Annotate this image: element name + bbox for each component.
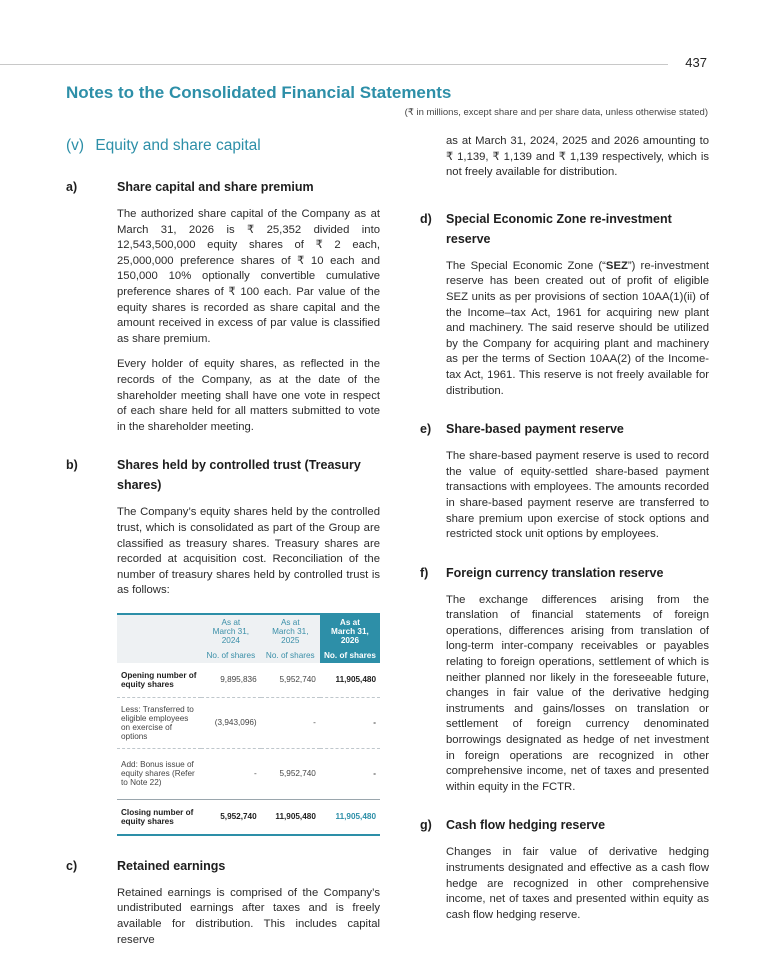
row-label: Less: Transferred to eligible employees on exercise of options <box>117 697 201 748</box>
row-label: Opening number of equity shares <box>117 663 201 698</box>
section-heading <box>66 137 380 155</box>
row-value-2026: - <box>320 748 380 799</box>
right-column <box>420 134 709 943</box>
row-value-2025: 11,905,480 <box>261 799 320 835</box>
table-header-blank <box>117 614 201 663</box>
subsection-b-paragraph-1: The Company’s equity shares held by the controlled trust, which is consolidated as part of the Group are classified as treasury shares. Treasury shares are recorded at acquisition cost. Reconciliation of the number of treasury shares held by controlled trust is as follows: <box>117 506 380 597</box>
row-label: Closing number of equity shares <box>117 799 201 835</box>
subsection-c-title: Retained earnings <box>117 858 226 873</box>
col-2026-date: March 31, 2026 <box>331 626 369 645</box>
subsection-d-paragraph-1 <box>446 259 709 399</box>
subsection-c-continuation: as at March 31, 2024, 2025 and 2026 amounting to ₹ 1,139, ₹ 1,139 and ₹ 1,139 respectively, which is not freely available for distribution. <box>446 135 709 179</box>
table-row-bonus <box>117 748 380 799</box>
subsection-f-paragraph-1: The exchange differences arising from the translation of financial statements of foreign operations, differences arising from translation of long-term inter-company receivables or payables relating to foreign operations, settlement of which is neither planned nor likely in the foreseeable future, changes in fair value of the derivative hedging instruments and gains/losses on translation or settlement of foreign currency denominated borrowings designated as hedge of net investment in foreign operations are recognized in other comprehensive income, net of taxes and presented within equity in the FCTR. <box>446 593 709 793</box>
sez-abbreviation: SEZ <box>605 259 628 272</box>
sez-text-after: ”) re-investment reserve has been created out of profit of eligible SEZ units as per provisions of section 10AA(1)(ii) of the Income–tax Act, 1961 for acquiring new plant and machinery. The said reserve should be utilized by the Company for acquiring plant and machinery as per the terms of Section 10AA(2) of the Income-tax Act, 1961. This reserve is not freely available for distribution. <box>446 259 709 397</box>
col-2024-unit: No. of shares <box>201 648 261 663</box>
subsection-d-title: Special Economic Zone re-investment reserve <box>446 211 672 246</box>
table-row-transferred <box>117 697 380 748</box>
subsection-f <box>420 563 709 796</box>
col-2024-as-at: As at <box>221 617 241 627</box>
row-value-2025: 5,952,740 <box>261 663 320 698</box>
subsection-a-title: Share capital and share premium <box>117 180 314 194</box>
subsection-a-paragraph-2: Every holder of equity shares, as reflected in the records of the Company, as at the date of the shareholder meeting shall have one vote in respect of each share held for all matters submitted to vote in the shareholder meeting. <box>117 358 380 433</box>
left-column <box>66 134 380 968</box>
subsection-g-paragraph-1: Changes in fair value of derivative hedging instruments designated and effective as a cash flow hedge are recognized in other comprehensive income, net of taxes and presented within equity as cash flow hedging reserve. <box>446 846 709 921</box>
row-value-2026: 11,905,480 <box>320 799 380 835</box>
row-value-2024: - <box>201 748 261 799</box>
subsection-c-letter: c) <box>66 858 78 873</box>
subsection-a-paragraph-1: The authorized share capital of the Company as at March 31, 2026 is ₹ 25,352 divided into 12,543,500,000 equity shares of ₹ 2 each, 25,000,000 preference shares of ₹ 10 each and 150,000 10% optionally convertible cumulative preference shares of ₹ 100 each. Par value of the equity shares is recorded as share capital and the amount received in excess of par value is classified as share premium. <box>117 208 380 345</box>
subsection-c <box>66 856 380 948</box>
subsection-d <box>420 209 709 399</box>
table-col-2025-header <box>261 614 320 648</box>
col-2025-date: March 31, 2025 <box>272 626 309 645</box>
subsection-e-paragraph-1: The share-based payment reserve is used to record the value of equity-settled share-based payment transactions with employees. The amounts recorded in share-based payment reserve are transferred to share premium upon exercise of stock options and restricted stock unit options by employees. <box>446 450 709 541</box>
subsection-a-letter: a) <box>66 180 78 194</box>
subsection-g-heading <box>420 815 709 835</box>
page-number: 437 <box>685 55 707 70</box>
subsection-f-heading <box>420 563 709 583</box>
col-2026-unit: No. of shares <box>320 648 380 663</box>
subsection-e-letter: e) <box>420 422 432 437</box>
subsection-d-letter: d) <box>420 211 432 226</box>
units-note: (₹ in millions, except share and per share data, unless otherwise stated) <box>404 107 708 118</box>
subsection-f-title: Foreign currency translation reserve <box>446 565 664 580</box>
row-value-2026: 11,905,480 <box>320 663 380 698</box>
subsection-b-letter: b) <box>66 458 78 473</box>
table-header-row <box>117 614 380 648</box>
page-title: Notes to the Consolidated Financial Statements <box>66 83 452 102</box>
treasury-shares-table <box>117 613 380 836</box>
col-2025-unit: No. of shares <box>261 648 320 663</box>
col-2024-date: March 31, 2024 <box>212 626 250 645</box>
subsection-b-heading <box>66 455 380 495</box>
subsection-e-heading <box>420 419 709 439</box>
subsection-c-heading <box>66 856 380 876</box>
subsection-g-title: Cash flow hedging reserve <box>446 818 606 833</box>
table-row-opening <box>117 663 380 698</box>
subsection-d-heading <box>420 209 709 249</box>
subsection-e-title: Share-based payment reserve <box>446 422 624 437</box>
col-2026-as-at: As at <box>339 617 360 627</box>
subsection-b-title: Shares held by controlled trust (Treasury shares) <box>117 458 361 493</box>
subsection-g <box>420 815 709 923</box>
section-number: (v) <box>66 137 85 154</box>
row-value-2025: 5,952,740 <box>261 748 320 799</box>
row-value-2024: 9,895,836 <box>201 663 261 698</box>
row-value-2024: (3,943,096) <box>201 697 261 748</box>
row-label: Add: Bonus issue of equity shares (Refer to Note 22) <box>117 748 201 799</box>
row-value-2024: 5,952,740 <box>201 799 261 835</box>
table-col-2024-header <box>201 614 261 648</box>
table-row-closing <box>117 799 380 835</box>
table-col-2026-header <box>320 614 380 648</box>
header-rule <box>0 64 668 65</box>
sez-text-before: The Special Economic Zone (“ <box>446 259 606 272</box>
col-2025-as-at: As at <box>280 617 300 627</box>
subsection-c-paragraph-1: Retained earnings is comprised of the Company’s undistributed earnings after taxes and is freely available for distribution. This includes capital reserve <box>117 886 380 946</box>
subsection-a-heading <box>66 177 380 197</box>
subsection-f-letter: f) <box>420 565 429 580</box>
section-title: Equity and share capital <box>95 137 261 154</box>
subsection-a <box>66 177 380 435</box>
subsection-e <box>420 419 709 543</box>
row-value-2025: - <box>261 697 320 748</box>
subsection-g-letter: g) <box>420 818 432 833</box>
row-value-2026: - <box>320 697 380 748</box>
subsection-b <box>66 455 380 836</box>
